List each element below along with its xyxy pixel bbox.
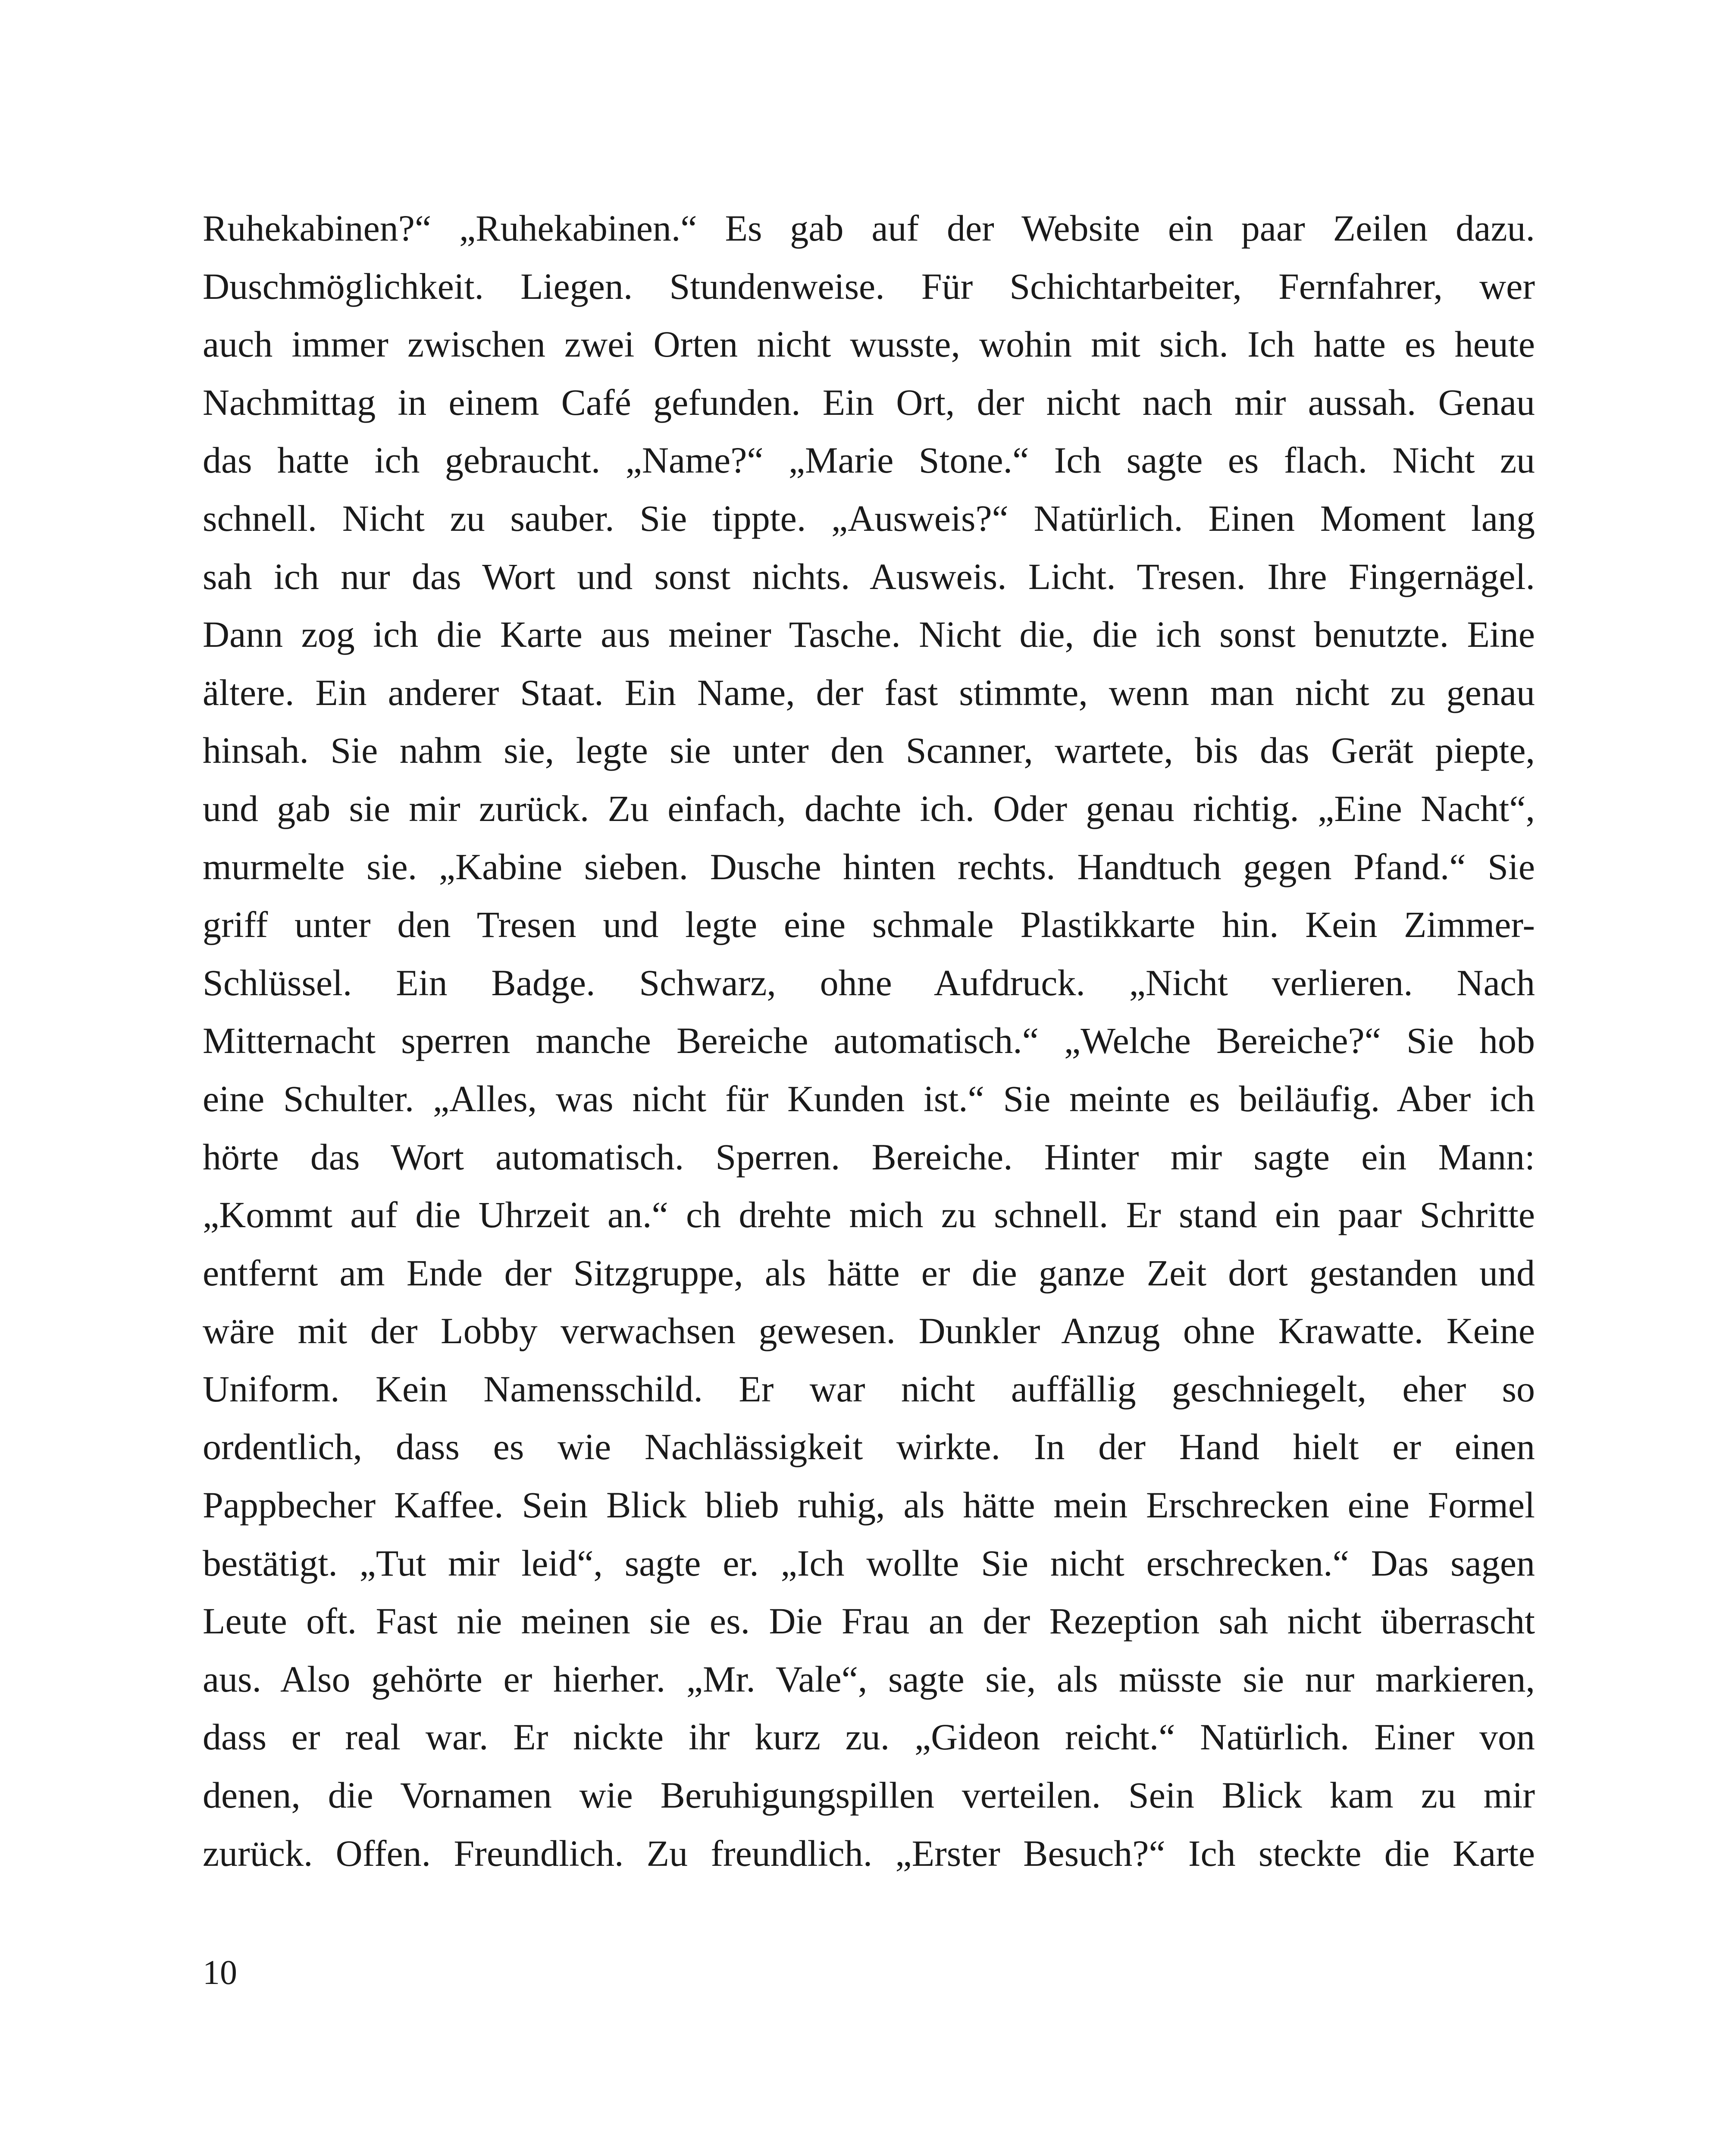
text-line: dass er real war. Er nickte ihr kurz zu. „Gideon reicht.“ Natürlich. Einer von xyxy=(203,1716,1535,1758)
text-line: und gab sie mir zurück. Zu einfach, dachte ich. Oder genau richtig. „Eine Nacht“, xyxy=(203,787,1535,829)
text-line: zurück. Offen. Freundlich. Zu freundlich. „Erster Besuch?“ Ich steckte die Karte xyxy=(203,1832,1535,1874)
text-line: Uniform. Kein Namensschild. Er war nicht auffällig geschniegelt, eher so xyxy=(203,1368,1535,1410)
text-line: Nachmittag in einem Café gefunden. Ein Ort, der nicht nach mir aussah. Genau xyxy=(203,381,1535,423)
text-line: Mitternacht sperren manche Bereiche automatisch.“ „Welche Bereiche?“ Sie hob xyxy=(203,1020,1535,1062)
text-line: eine Schulter. „Alles, was nicht für Kunden ist.“ Sie meinte es beiläufig. Aber ich xyxy=(203,1078,1535,1119)
text-line: hörte das Wort automatisch. Sperren. Bereiche. Hinter mir sagte ein Mann: xyxy=(203,1136,1535,1178)
text-line: das hatte ich gebraucht. „Name?“ „Marie Stone.“ Ich sagte es flach. Nicht zu xyxy=(203,439,1535,481)
text-line: sah ich nur das Wort und sonst nichts. Ausweis. Licht. Tresen. Ihre Fingernägel. xyxy=(203,555,1535,597)
text-line: Ruhekabinen?“ „Ruhekabinen.“ Es gab auf der Website ein paar Zeilen dazu. xyxy=(203,207,1535,249)
body-text xyxy=(203,199,1535,1882)
text-line: Dann zog ich die Karte aus meiner Tasche. Nicht die, die ich sonst benutzte. Eine xyxy=(203,614,1535,655)
text-line: aus. Also gehörte er hierher. „Mr. Vale“, sagte sie, als müsste sie nur markieren, xyxy=(203,1658,1535,1700)
text-line: Leute oft. Fast nie meinen sie es. Die Frau an der Rezeption sah nicht überrascht xyxy=(203,1600,1535,1642)
text-line: wäre mit der Lobby verwachsen gewesen. Dunkler Anzug ohne Krawatte. Keine xyxy=(203,1310,1535,1352)
page-number: 10 xyxy=(203,1954,237,1992)
text-line: „Kommt auf die Uhrzeit an.“ ch drehte mich zu schnell. Er stand ein paar Schritte xyxy=(203,1194,1535,1236)
text-line: murmelte sie. „Kabine sieben. Dusche hinten rechts. Handtuch gegen Pfand.“ Sie xyxy=(203,846,1535,887)
text-line: Schlüssel. Ein Badge. Schwarz, ohne Aufdruck. „Nicht verlieren. Nach xyxy=(203,962,1535,1003)
text-line: Duschmöglichkeit. Liegen. Stundenweise. Für Schichtarbeiter, Fernfahrer, wer xyxy=(203,265,1535,307)
text-line: schnell. Nicht zu sauber. Sie tippte. „Ausweis?“ Natürlich. Einen Moment lang xyxy=(203,497,1535,539)
text-line: ältere. Ein anderer Staat. Ein Name, der fast stimmte, wenn man nicht zu genau xyxy=(203,671,1535,713)
text-line: griff unter den Tresen und legte eine schmale Plastikkarte hin. Kein Zimmer- xyxy=(203,904,1535,946)
text-line: bestätigt. „Tut mir leid“, sagte er. „Ich wollte Sie nicht erschrecken.“ Das sagen xyxy=(203,1542,1535,1584)
text-line: entfernt am Ende der Sitzgruppe, als hätte er die ganze Zeit dort gestanden und xyxy=(203,1252,1535,1294)
text-line: hinsah. Sie nahm sie, legte sie unter den Scanner, wartete, bis das Gerät piepte, xyxy=(203,730,1535,771)
text-line: ordentlich, dass es wie Nachlässigkeit wirkte. In der Hand hielt er einen xyxy=(203,1426,1535,1468)
text-line: denen, die Vornamen wie Beruhigungspillen verteilen. Sein Blick kam zu mir xyxy=(203,1774,1535,1816)
text-line: auch immer zwischen zwei Orten nicht wusste, wohin mit sich. Ich hatte es heute xyxy=(203,323,1535,365)
text-line: Pappbecher Kaffee. Sein Blick blieb ruhig, als hätte mein Erschrecken eine Formel xyxy=(203,1484,1535,1526)
